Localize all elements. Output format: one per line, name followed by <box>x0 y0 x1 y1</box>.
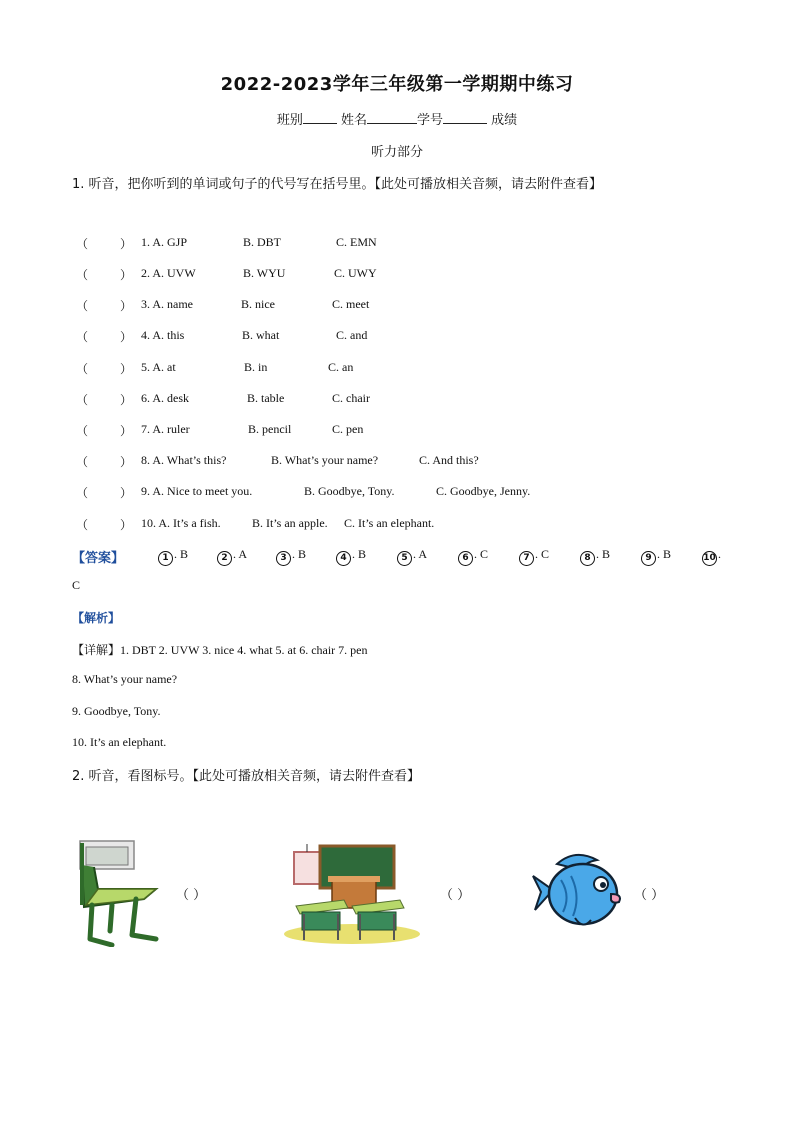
answer-paren-right: ） <box>120 330 133 344</box>
desk-chair-image <box>72 835 164 947</box>
name-blank <box>367 111 417 124</box>
student-info-line <box>0 109 794 128</box>
option-c: C. It’s an elephant. <box>344 516 435 530</box>
option-a: 7. A. ruler <box>141 422 190 436</box>
answer-wrap: C <box>72 578 81 592</box>
answer-value: . C <box>535 547 550 561</box>
option-c: C. And this? <box>419 453 479 467</box>
answer-item <box>336 547 366 566</box>
answer-paren-left: （ <box>76 455 89 469</box>
answer-paren-right: ） <box>120 237 133 251</box>
option-b: B. what <box>242 328 280 342</box>
picture-2-answer-paren: （ ） <box>440 888 471 903</box>
answer-item <box>702 547 721 566</box>
circled-number: 6 <box>458 551 473 566</box>
circled-number: 4 <box>336 551 351 566</box>
option-c: C. EMN <box>336 235 377 249</box>
answer-paren-left: （ <box>76 486 89 500</box>
answer-item <box>458 547 488 566</box>
answer-paren-right: ） <box>120 455 133 469</box>
answer-paren-right: ） <box>120 362 133 376</box>
option-a: 9. A. Nice to meet you. <box>141 484 253 498</box>
page-title: 2022-2023学年三年级第一学期期中练习 <box>220 74 574 95</box>
question-2-prompt: 2. 听音，看图标号。【此处可播放相关音频，请去附件查看】 <box>72 769 421 784</box>
class-label: 班别 <box>276 113 303 128</box>
option-b: B. Goodbye, Tony. <box>304 484 395 498</box>
option-a: 10. A. It’s a fish. <box>141 516 221 530</box>
circled-number: 9 <box>641 551 656 566</box>
answer-paren-right: ） <box>120 486 133 500</box>
option-b: B. WYU <box>243 266 286 280</box>
answer-paren-left: （ <box>76 424 89 438</box>
answer-paren-right: ） <box>120 424 133 438</box>
answer-value: . A <box>233 547 248 561</box>
answer-paren-right: ） <box>120 299 133 313</box>
answer-value: . B <box>292 547 307 561</box>
analysis-label: 【解析】 <box>72 611 121 625</box>
analysis-line-8: 8. What’s your name? <box>72 672 178 686</box>
classroom-image <box>282 840 422 946</box>
circled-number: 3 <box>276 551 291 566</box>
answer-paren-left: （ <box>76 237 89 251</box>
answer-item <box>641 547 671 566</box>
option-a: 4. A. this <box>141 328 185 342</box>
option-c: C. Goodbye, Jenny. <box>436 484 531 498</box>
option-b: B. in <box>244 360 268 374</box>
answer-value: . B <box>596 547 611 561</box>
option-b: B. pencil <box>248 422 292 436</box>
answer-paren-left: （ <box>76 393 89 407</box>
class-blank <box>303 111 337 124</box>
option-c: C. an <box>328 360 354 374</box>
answer-item <box>580 547 610 566</box>
answer-value: . C <box>474 547 489 561</box>
option-c: C. meet <box>332 297 370 311</box>
option-b: B. table <box>247 391 285 405</box>
analysis-line-10: 10. It’s an elephant. <box>72 735 167 749</box>
answer-item <box>397 547 427 566</box>
circled-number: 8 <box>580 551 595 566</box>
option-b: B. What’s your name? <box>271 453 379 467</box>
option-b: B. DBT <box>243 235 282 249</box>
answer-label: 【答案】 <box>72 551 125 566</box>
answer-value: . B <box>657 547 672 561</box>
picture-1-answer-paren: （ ） <box>176 888 207 903</box>
answer-value: . A <box>413 547 428 561</box>
option-a: 5. A. at <box>141 360 176 374</box>
circled-number: 7 <box>519 551 534 566</box>
circled-number: 2 <box>217 551 232 566</box>
answer-paren-right: ） <box>120 518 133 532</box>
circled-number: 5 <box>397 551 412 566</box>
answer-row <box>72 547 721 566</box>
circled-number: 10 <box>702 551 717 566</box>
option-c: C. and <box>336 328 368 342</box>
option-b: B. nice <box>241 297 275 311</box>
answer-paren-left: （ <box>76 362 89 376</box>
option-b: B. It’s an apple. <box>252 516 328 530</box>
answer-value: . B <box>352 547 367 561</box>
number-blank <box>443 111 487 124</box>
answer-paren-left: （ <box>76 268 89 282</box>
analysis-line-9: 9. Goodbye, Tony. <box>72 704 161 718</box>
option-c: C. pen <box>332 422 364 436</box>
name-label: 姓名 <box>340 113 367 128</box>
answer-paren-left: （ <box>76 518 89 532</box>
question-1-prompt: 1. 听音，把你听到的单词或句子的代号写在括号里。【此处可播放相关音频，请去附件查看】 <box>72 177 603 192</box>
option-a: 3. A. name <box>141 297 193 311</box>
option-c: C. chair <box>332 391 370 405</box>
option-a: 1. A. GJP <box>141 235 188 249</box>
section-heading: 听力部分 <box>370 145 423 160</box>
option-a: 2. A. UVW <box>141 266 196 280</box>
circled-number: 1 <box>158 551 173 566</box>
picture-3-answer-paren: （ ） <box>634 888 665 903</box>
score-label: 成绩 <box>491 113 518 128</box>
answer-value: . B <box>174 547 189 561</box>
answer-item <box>519 547 549 566</box>
answer-paren-right: ） <box>120 268 133 282</box>
answer-paren-left: （ <box>76 330 89 344</box>
option-a: 8. A. What’s this? <box>141 453 227 467</box>
answer-item <box>276 547 306 566</box>
option-a: 6. A. desk <box>141 391 189 405</box>
answer-paren-right: ） <box>120 393 133 407</box>
number-label: 学号 <box>417 113 444 128</box>
answer-paren-left: （ <box>76 299 89 313</box>
analysis-detail: 【详解】1. DBT 2. UVW 3. nice 4. what 5. at 6. chair 7. pen <box>72 643 368 657</box>
answer-value: . <box>718 547 721 561</box>
option-c: C. UWY <box>334 266 377 280</box>
answer-item <box>158 547 188 566</box>
fish-image <box>527 850 627 932</box>
answer-item <box>217 547 247 566</box>
